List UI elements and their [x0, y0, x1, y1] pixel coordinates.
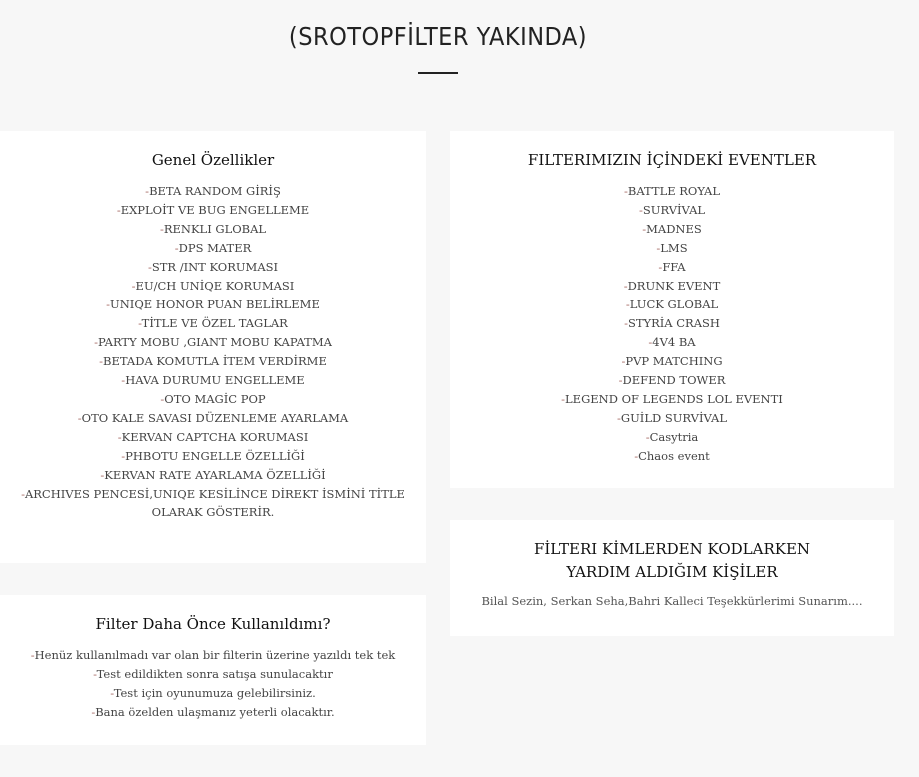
used-list [0, 646, 426, 722]
dash-marker: - [658, 259, 663, 274]
dash-marker: - [656, 240, 661, 255]
list-item [0, 239, 426, 258]
list-item-text: EU/CH UNİQE KORUMASI [135, 278, 295, 293]
dash-marker: - [145, 184, 150, 198]
list-item-text: Test için oyunumuza gelebilirsiniz. [113, 685, 316, 700]
list-item-text: LEGEND OF LEGENDS LOL EVENTI [565, 391, 783, 406]
list-item [450, 239, 894, 258]
list-item [0, 703, 426, 722]
list-item [0, 684, 426, 703]
list-item-text: STR /INT KORUMASI [151, 259, 279, 274]
helpers-heading: FİLTERI KİMLERDEN KODLARKEN YARDIM ALDIĞIM KİŞİLER [533, 540, 811, 581]
dash-marker: - [645, 429, 650, 444]
dash-marker: - [174, 240, 179, 255]
list-item [450, 258, 894, 277]
dash-marker: - [91, 704, 96, 719]
dash-marker: - [116, 202, 121, 217]
helpers-text: Bilal Sezin, Serkan Seha,Bahri Kalleci Teşekkürlerimi Sunarım.... [481, 594, 863, 608]
list-item [450, 277, 894, 296]
list-item [450, 352, 894, 371]
list-item [450, 371, 894, 390]
dash-marker: - [117, 429, 122, 444]
dash-marker: - [77, 410, 82, 425]
list-item [0, 390, 426, 409]
features-card [0, 131, 426, 563]
dash-marker: - [159, 221, 164, 236]
list-item-text: 4V4 BA [652, 335, 696, 350]
page-title: (SROTOPFİLTER YAKINDA) [288, 22, 588, 51]
dash-marker: - [623, 278, 628, 293]
list-item [0, 665, 426, 684]
list-item [0, 314, 426, 333]
list-item-text: Test edildikten sonra satışa sunulacaktır [96, 666, 333, 681]
list-item [0, 277, 426, 296]
list-item [0, 466, 426, 485]
list-item [450, 314, 894, 333]
list-item-text: BETA RANDOM GİRİŞ [149, 184, 281, 198]
list-item [0, 295, 426, 314]
dash-marker: - [624, 316, 628, 331]
list-item-text: UNIQE HONOR PUAN BELİRLEME [110, 297, 320, 312]
dash-marker: - [138, 316, 142, 331]
list-item [450, 390, 894, 409]
list-item [0, 258, 426, 277]
list-item [450, 428, 894, 447]
list-item-text: OTO KALE SAVASI DÜZENLEME AYARLAMA [81, 410, 349, 425]
helpers-card [450, 520, 894, 636]
dash-marker: - [131, 278, 136, 293]
dash-marker: - [638, 202, 643, 217]
list-item-text: ARCHIVES PENCESİ,UNIQE KESİLİNCE DİREKT İSMİNİ TİTLE OLARAK GÖSTERİR. [24, 486, 405, 520]
list-item [450, 201, 894, 220]
list-item [450, 333, 894, 352]
list-item [0, 201, 426, 220]
list-item-text: STYRİA CRASH [627, 316, 720, 331]
dash-marker: - [93, 666, 97, 681]
events-list [450, 182, 894, 466]
dash-marker: - [110, 685, 114, 700]
dash-marker: - [147, 259, 152, 274]
list-item-text: GUİLD SURVİVAL [620, 410, 727, 425]
dash-marker: - [121, 448, 126, 463]
list-item-text: FFA [662, 259, 686, 274]
dash-marker: - [30, 648, 35, 662]
dash-marker: - [634, 448, 639, 463]
list-item-text: LUCK GLOBAL [629, 297, 719, 312]
used-card [0, 595, 426, 745]
list-item [0, 428, 426, 447]
list-item-text: Henüz kullanılmadı var olan bir filterin üzerine yazıldı tek tek [34, 648, 396, 662]
events-card [450, 131, 894, 488]
list-item [450, 220, 894, 239]
list-item-text: RENKLI GLOBAL [163, 221, 267, 236]
list-item [0, 409, 426, 428]
dash-marker: - [621, 354, 626, 369]
list-item-text: KERVAN RATE AYARLAMA ÖZELLİĞİ [104, 467, 326, 482]
list-item-text: Bana özelden ulaşmanız yeterli olacaktır. [95, 704, 335, 719]
used-heading: Filter Daha Önce Kullanıldımı? [95, 615, 331, 633]
list-item-text: TİTLE VE ÖZEL TAGLAR [141, 316, 288, 331]
list-item-text: BETADA KOMUTLA İTEM VERDİRME [103, 354, 327, 369]
list-item [0, 182, 426, 201]
dash-marker: - [618, 373, 623, 388]
list-item-text: DEFEND TOWER [622, 373, 726, 388]
dash-marker: - [21, 486, 25, 501]
list-item [450, 447, 894, 466]
list-item-text: OTO MAGİC POP [164, 391, 266, 406]
list-item [0, 220, 426, 239]
dash-marker: - [121, 373, 126, 388]
list-item [450, 182, 894, 201]
list-item-text: PVP MATCHING [625, 354, 723, 369]
dash-marker: - [648, 335, 653, 350]
title-divider [418, 72, 458, 74]
list-item-text: LMS [660, 240, 688, 255]
events-heading: FILTERIMIZIN İÇİNDEKİ EVENTLER [527, 151, 817, 169]
list-item-text: MADNES [646, 221, 702, 236]
list-item-text: PARTY MOBU ,GIANT MOBU KAPATMA [97, 335, 332, 350]
dash-marker: - [642, 221, 647, 236]
list-item [0, 333, 426, 352]
list-item [0, 371, 426, 390]
features-heading: Genel Özellikler [151, 151, 275, 169]
list-item-text: BATTLE ROYAL [627, 184, 720, 198]
list-item-text: HAVA DURUMU ENGELLEME [125, 373, 305, 388]
dash-marker: - [99, 354, 104, 369]
list-item [0, 352, 426, 371]
list-item [0, 485, 426, 523]
list-item-text: KERVAN CAPTCHA KORUMASI [121, 429, 309, 444]
list-item-text: DRUNK EVENT [627, 278, 721, 293]
dash-marker: - [625, 297, 630, 312]
list-item-text: DPS MATER [178, 240, 252, 255]
dash-marker: - [100, 467, 105, 482]
list-item [0, 447, 426, 466]
dash-marker: - [561, 391, 566, 406]
list-item-text: Chaos event [638, 448, 710, 463]
features-list [0, 182, 426, 522]
list-item-text: EXPLOİT VE BUG ENGELLEME [120, 202, 310, 217]
dash-marker: - [94, 335, 98, 350]
list-item-text: Casytria [649, 429, 699, 444]
dash-marker: - [624, 184, 628, 198]
list-item [450, 295, 894, 314]
dash-marker: - [617, 410, 621, 425]
dash-marker: - [160, 391, 165, 406]
dash-marker: - [106, 297, 111, 312]
list-item [450, 409, 894, 428]
list-item [0, 646, 426, 665]
list-item-text: PHBOTU ENGELLE ÖZELLİĞİ [125, 448, 305, 463]
list-item-text: SURVİVAL [642, 202, 706, 217]
